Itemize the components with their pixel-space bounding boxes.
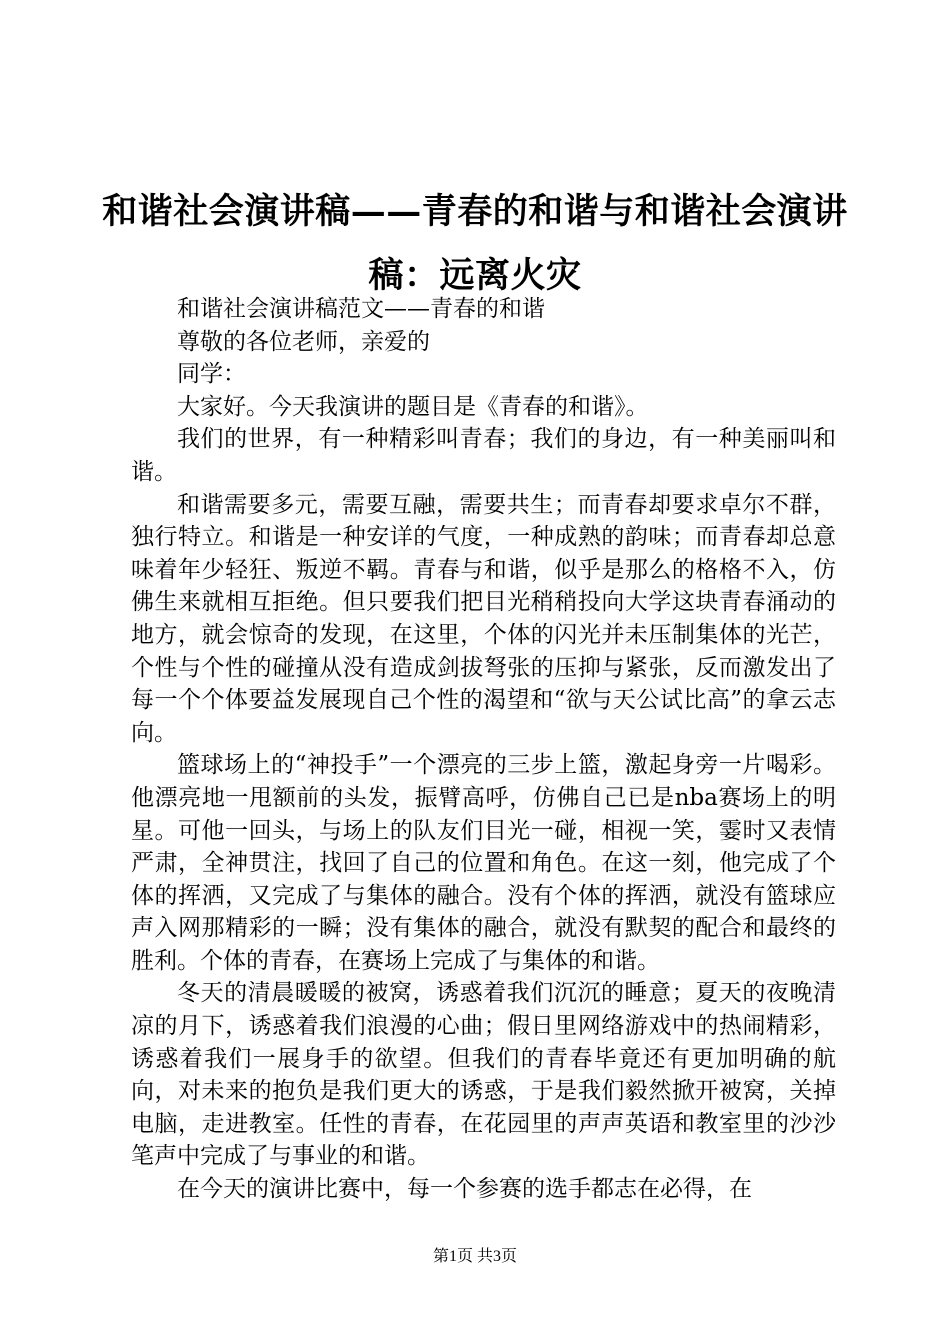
document-body (131, 293, 836, 1206)
paragraph: 冬天的清晨暖暖的被窝，诱惑着我们沉沉的睡意；夏天的夜晚清凉的月下，诱惑着我们浪漫的心曲；假日里网络游戏中的热闹精彩，诱惑着我们一展身手的欲望。但我们的青春毕竟还有更加明确的航向，对未来的抱负是我们更大的诱惑，于是我们毅然掀开被窝，关掉电脑，走进教室。任性的青春，在花园里的声声英语和教室里的沙沙笔声中完成了与事业的和谐。 (131, 980, 836, 1170)
document-title: 和谐社会演讲稿——青春的和谐与和谐社会演讲稿：远离火灾 (102, 191, 848, 296)
paragraph-greeting: 大家好。今天我演讲的题目是《青春的和谐》。 (177, 393, 649, 420)
paragraph-salutation-cont: 同学： (177, 361, 246, 388)
page-number-footer: 第1页 共3页 (432, 1248, 517, 1265)
paragraph: 我们的世界，有一种精彩叫青春；我们的身边，有一种美丽叫和谐。 (131, 426, 836, 485)
paragraph: 在今天的演讲比赛中，每一个参赛的选手都志在必得，在 (177, 1176, 752, 1203)
paragraph: 篮球场上的“神投手”一个漂亮的三步上篮，激起身旁一片喝彩。他漂亮地一甩额前的头发，振臂高呼，仿佛自己已是nba赛场上的明星。可他一回头，与场上的队友们目光一碰，相视一笑，霎时又表情严肃，全神贯注，找回了自己的位置和角色。在这一刻，他完成了个体的挥洒，又完成了与集体的融合。没有个体的挥洒，就没有篮球应声入网那精彩的一瞬；没有集体的融合，就没有默契的配合和最终的胜利。个体的青春，在赛场上完成了与集体的和谐。 (131, 752, 836, 974)
paragraph-salutation: 尊敬的各位老师，亲爱的 (177, 328, 430, 355)
paragraph: 和谐需要多元，需要互融，需要共生；而青春却要求卓尔不群，独行特立。和谐是一种安详的气度，一种成熟的韵味；而青春却总意味着年少轻狂、叛逆不羁。青春与和谐，似乎是那么的格格不入，仿佛生来就相互拒绝。但只要我们把目光稍稍投向大学这块青春涌动的地方，就会惊奇的发现，在这里，个体的闪光并未压制集体的光芒，个性与个性的碰撞从没有造成剑拔弩张的压抑与紧张，反而激发出了每一个个体要益发展现自己个性的渴望和“欲与天公试比高”的拿云志向。 (131, 491, 836, 746)
paragraph-subtitle: 和谐社会演讲稿范文——青春的和谐 (177, 296, 545, 322)
